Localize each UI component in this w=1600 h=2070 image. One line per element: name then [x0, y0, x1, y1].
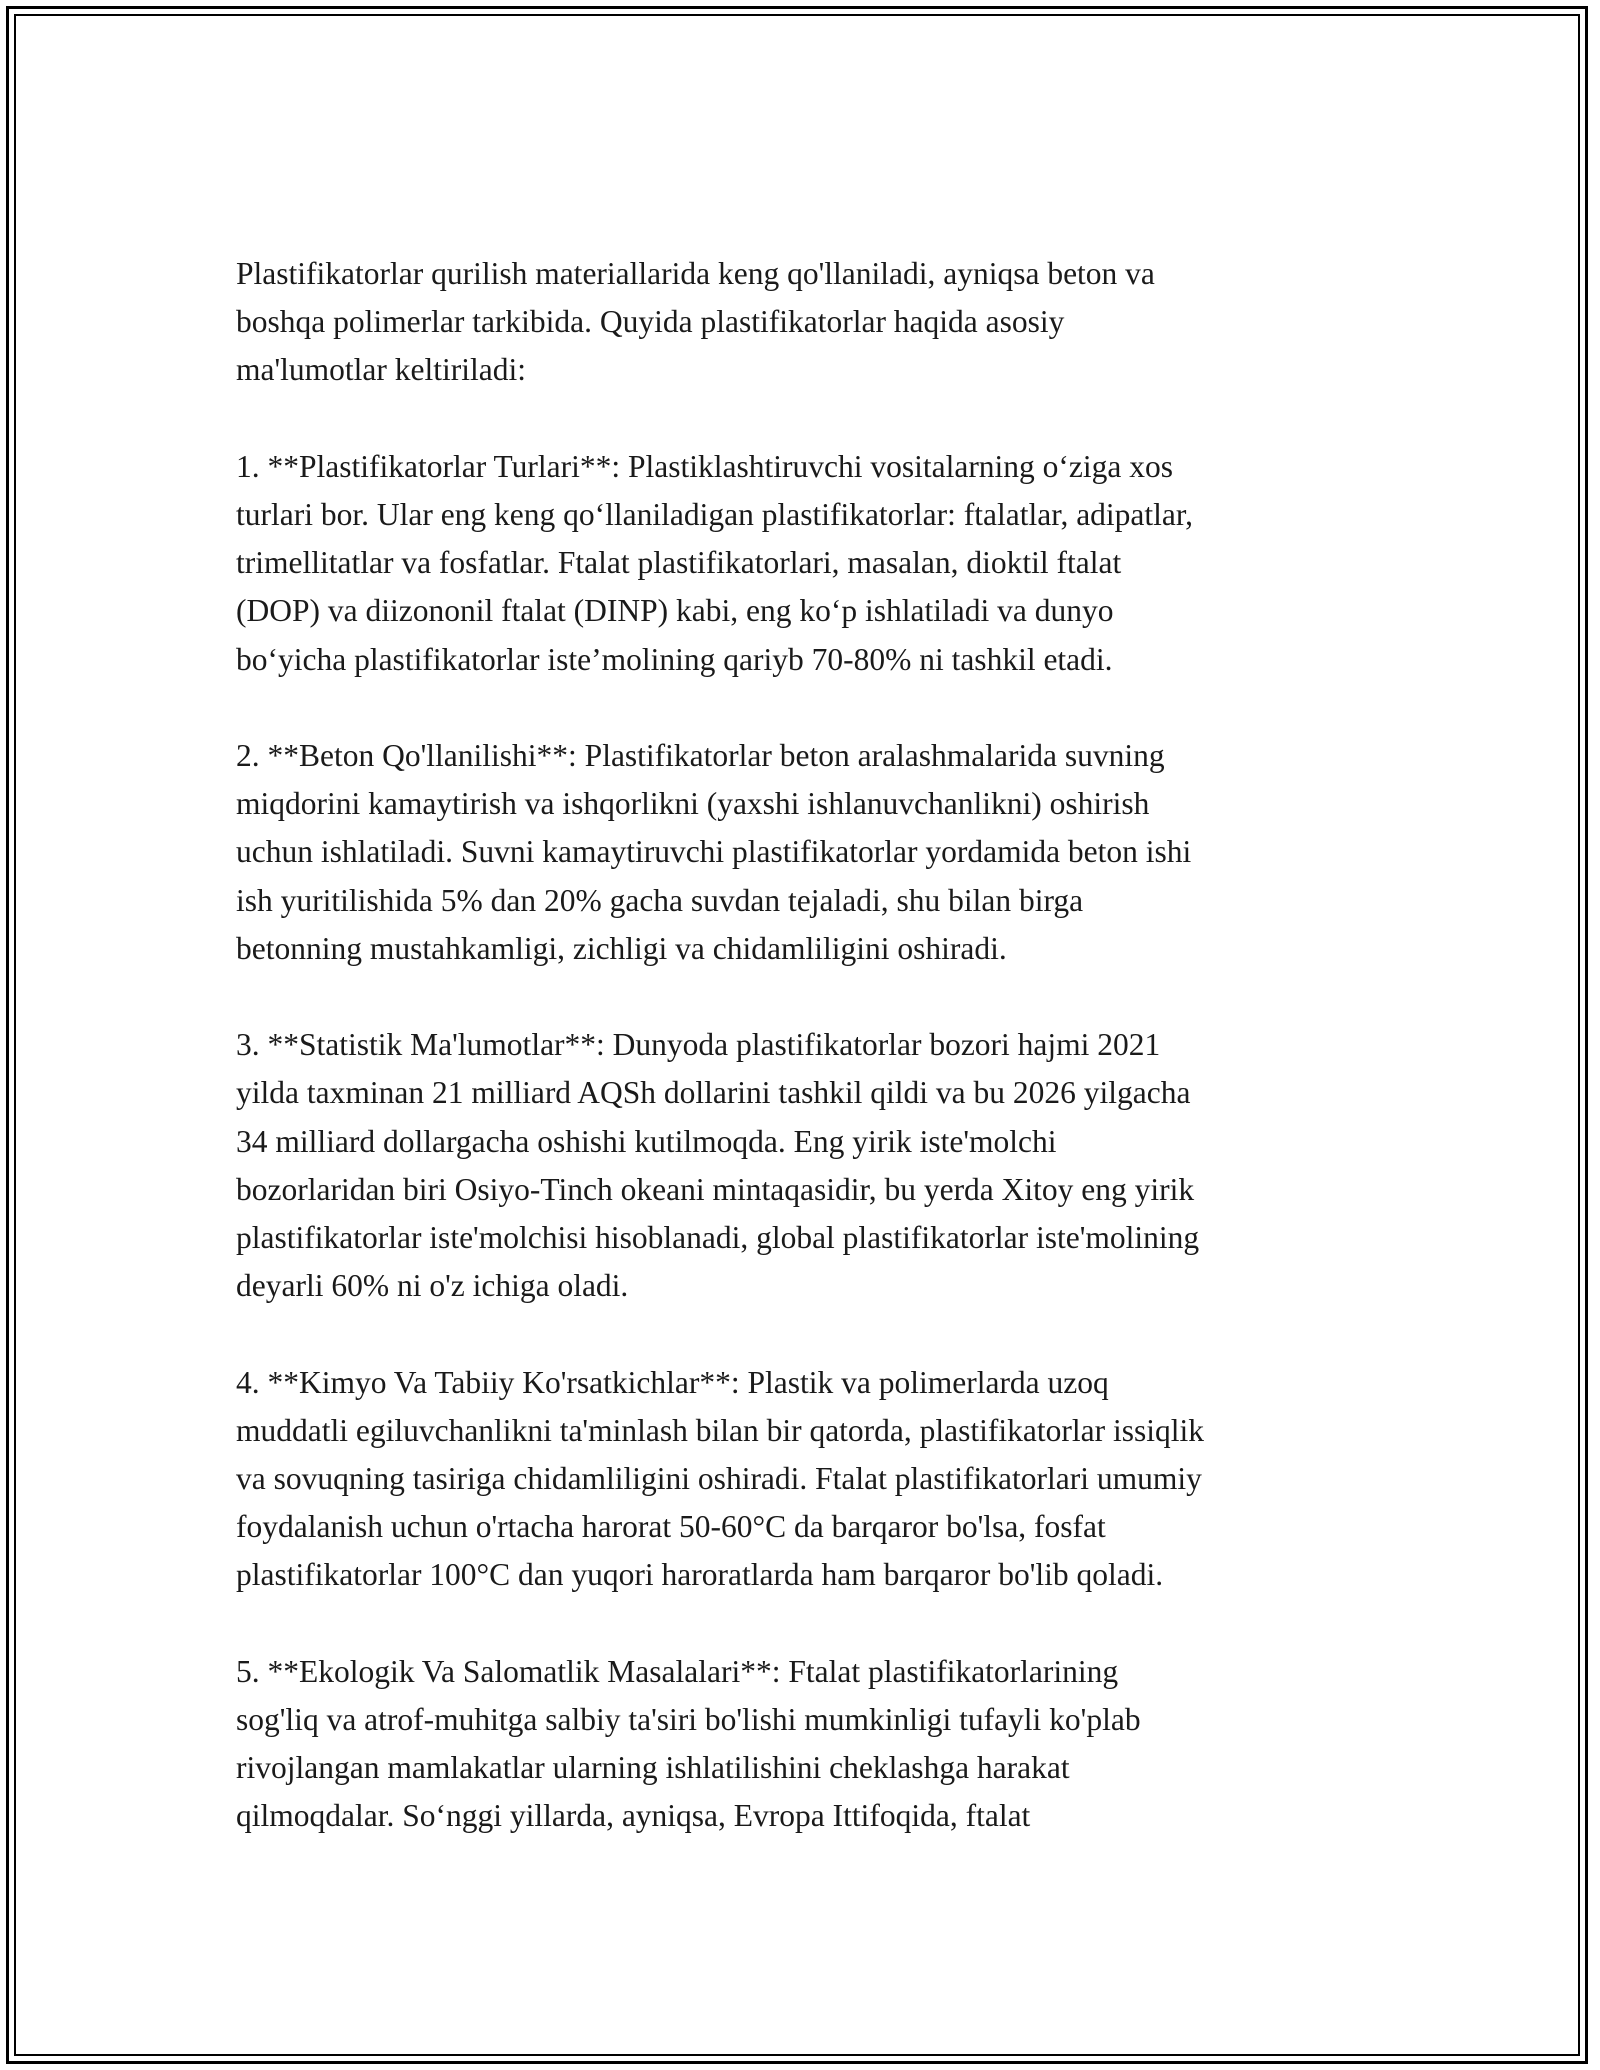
- paragraph-plasticizer-types: 1. **Plastifikatorlar Turlari**: Plastiklashtiruvchi vositalarning o‘ziga xos turlari bor. Ular eng keng qo‘llaniladigan plastifikatorlar: ftalatlar, adipatlar, trimellitatlar va fosfatlar. Ftalat plastifikatorlari, masalan, dioktil ftalat (DOP) va diizononil ftalat (DINP) kabi, eng ko‘p ishlatiladi va dunyo bo‘yicha plastifikatorlar iste’molining qariyb 70-80% ni tashkil etadi.: [236, 448, 1193, 677]
- paragraph-ecology-health: 5. **Ekologik Va Salomatlik Masalalari**: Ftalat plastifikatorlarining sog'liq va atrof-muhitga salbiy ta'siri bo'lishi mumkinligi tufayli ko'plab rivojlangan mamlakatlar ularning ishlatilishini cheklashga harakat qilmoqdalar. So‘nggi yillarda, ayniqsa, Evropa Ittifoqida, ftalat: [236, 1653, 1141, 1834]
- paragraph-concrete-usage: 2. **Beton Qo'llanilishi**: Plastifikatorlar beton aralashmalarida suvning miqdorini kamaytirish va ishqorlikni (yaxshi ishlanuvchanlikni) oshirish uchun ishlatiladi. Suvni kamaytiruvchi plastifikatorlar yordamida beton ishi ish yuritilishida 5% dan 20% gacha suvdan tejaladi, shu bilan birga betonning mustahkamligi, zichligi va chidamliligini oshiradi.: [236, 738, 1192, 966]
- intro-paragraph: Plastifikatorlar qurilish materiallarida keng qo'llaniladi, ayniqsa beton va boshqa polimerlar tarkibida. Quyida plastifikatorlar haqida asosiy ma'lumotlar keltiriladi:: [236, 256, 1155, 388]
- paragraph-statistics: 3. **Statistik Ma'lumotlar**: Dunyoda plastifikatorlar bozori hajmi 2021 yilda taxminan 21 milliard AQSh dollarini tashkil qildi va bu 2026 yilgacha 34 milliard dollargacha oshishi kutilmoqda. Eng yirik iste'molchi bozorlaridan biri Osiyo-Tinch okeani mintaqasidir, bu yerda Xitoy eng yirik plastifikatorlar iste'molchisi hisoblanadi, global plastifikatorlar iste'molining deyarli 60% ni o'z ichiga oladi.: [236, 1027, 1200, 1304]
- paragraph-chemistry: 4. **Kimyo Va Tabiiy Ko'rsatkichlar**: Plastik va polimerlarda uzoq muddatli egiluvchanlikni ta'minlash bilan bir qatorda, plastifikatorlar issiqlik va sovuqning tasiriga chidamliligini oshiradi. Ftalat plastifikatorlari umumiy foydalanish uchun o'rtacha harorat 50-60°C da barqaror bo'lsa, fosfat plastifikatorlar 100°C dan yuqori haroratlarda ham barqaror bo'lib qoladi.: [236, 1364, 1204, 1593]
- document-body: [236, 250, 1376, 1889]
